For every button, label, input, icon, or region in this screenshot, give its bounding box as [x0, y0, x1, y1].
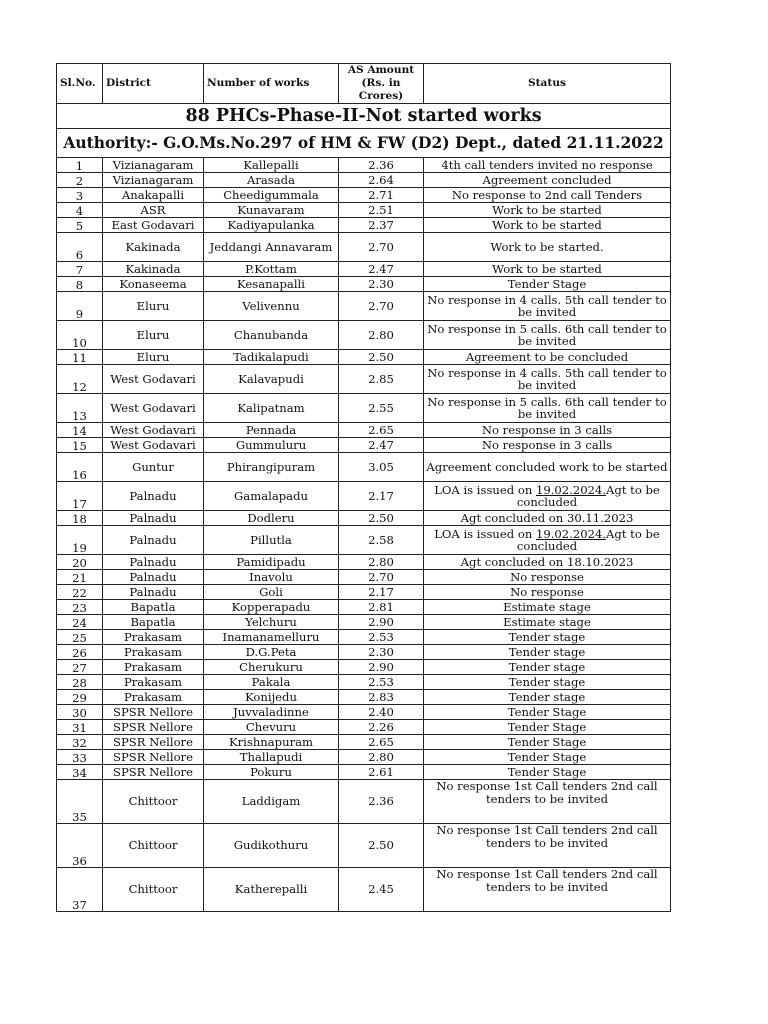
table-row — [57, 438, 671, 453]
cell-district: Prakasam — [103, 645, 204, 660]
cell-status: No response 1st Call tenders 2nd call tenders to be invited — [424, 824, 671, 868]
cell-sl-no: 17 — [57, 482, 103, 511]
cell-amount: 2.30 — [339, 277, 424, 292]
cell-work: Katherepalli — [204, 868, 339, 912]
cell-amount: 2.36 — [339, 158, 424, 173]
cell-amount: 2.50 — [339, 824, 424, 868]
cell-work: Kallepalli — [204, 158, 339, 173]
cell-sl-no: 26 — [57, 645, 103, 660]
table-row — [57, 660, 671, 675]
cell-sl-no: 31 — [57, 720, 103, 735]
cell-sl-no: 33 — [57, 750, 103, 765]
cell-sl-no: 21 — [57, 570, 103, 585]
cell-sl-no: 3 — [57, 188, 103, 203]
cell-district: Prakasam — [103, 630, 204, 645]
cell-status: Tender stage — [424, 660, 671, 675]
cell-amount: 2.51 — [339, 203, 424, 218]
cell-district: ASR — [103, 203, 204, 218]
cell-sl-no: 18 — [57, 511, 103, 526]
cell-amount: 2.85 — [339, 365, 424, 394]
cell-sl-no: 9 — [57, 292, 103, 321]
cell-work: Dodleru — [204, 511, 339, 526]
cell-work: Yelchuru — [204, 615, 339, 630]
cell-work: Laddigam — [204, 780, 339, 824]
table-row — [57, 600, 671, 615]
cell-district: Bapatla — [103, 615, 204, 630]
cell-work: Kadiyapulanka — [204, 218, 339, 233]
header-row — [57, 64, 671, 104]
cell-work: Konijedu — [204, 690, 339, 705]
cell-work: Chevuru — [204, 720, 339, 735]
cell-status: Tender stage — [424, 630, 671, 645]
cell-district: Vizianagaram — [103, 158, 204, 173]
cell-work: Inavolu — [204, 570, 339, 585]
cell-amount: 2.50 — [339, 511, 424, 526]
cell-status: Tender Stage — [424, 750, 671, 765]
cell-status: Agt concluded on 18.10.2023 — [424, 555, 671, 570]
table-row — [57, 158, 671, 173]
cell-amount: 2.37 — [339, 218, 424, 233]
table-row — [57, 277, 671, 292]
cell-district: SPSR Nellore — [103, 705, 204, 720]
status-text: LOA is issued on — [434, 482, 536, 497]
cell-work: D.G.Peta — [204, 645, 339, 660]
cell-district: Palnadu — [103, 482, 204, 511]
table-row — [57, 780, 671, 824]
cell-sl-no: 11 — [57, 350, 103, 365]
cell-sl-no: 36 — [57, 824, 103, 868]
cell-sl-no: 34 — [57, 765, 103, 780]
cell-amount: 2.90 — [339, 615, 424, 630]
cell-sl-no: 10 — [57, 321, 103, 350]
table-row — [57, 321, 671, 350]
cell-amount: 2.53 — [339, 630, 424, 645]
cell-work: Gudikothuru — [204, 824, 339, 868]
cell-sl-no: 35 — [57, 780, 103, 824]
cell-amount: 2.81 — [339, 600, 424, 615]
cell-amount: 2.26 — [339, 720, 424, 735]
cell-work: Gamalapadu — [204, 482, 339, 511]
cell-work: Pakala — [204, 675, 339, 690]
cell-amount: 2.17 — [339, 482, 424, 511]
cell-amount: 2.70 — [339, 233, 424, 262]
table-row — [57, 453, 671, 482]
table-row — [57, 675, 671, 690]
table-row — [57, 585, 671, 600]
cell-amount: 2.80 — [339, 321, 424, 350]
table-row — [57, 203, 671, 218]
cell-amount: 2.64 — [339, 173, 424, 188]
cell-district: West Godavari — [103, 365, 204, 394]
cell-sl-no: 29 — [57, 690, 103, 705]
cell-amount: 2.47 — [339, 438, 424, 453]
cell-status: 4th call tenders invited no response — [424, 158, 671, 173]
cell-work: Thallapudi — [204, 750, 339, 765]
cell-district: Prakasam — [103, 675, 204, 690]
table-row — [57, 690, 671, 705]
cell-work: Pokuru — [204, 765, 339, 780]
cell-district: West Godavari — [103, 438, 204, 453]
cell-sl-no: 2 — [57, 173, 103, 188]
table-row — [57, 511, 671, 526]
cell-status: Estimate stage — [424, 615, 671, 630]
cell-status: Tender Stage — [424, 765, 671, 780]
cell-sl-no: 37 — [57, 868, 103, 912]
cell-amount: 2.36 — [339, 780, 424, 824]
table-row — [57, 615, 671, 630]
works-table — [56, 63, 671, 912]
cell-work: Kalipatnam — [204, 394, 339, 423]
table-body — [57, 158, 671, 912]
cell-amount: 2.47 — [339, 262, 424, 277]
cell-work: Gummuluru — [204, 438, 339, 453]
table-row — [57, 645, 671, 660]
cell-amount: 2.80 — [339, 555, 424, 570]
status-text-tail: Agt to be concluded — [516, 526, 660, 553]
header-number-of-works: Number of works — [204, 64, 339, 104]
cell-sl-no: 6 — [57, 233, 103, 262]
cell-district: Palnadu — [103, 570, 204, 585]
header-as-amount — [339, 64, 424, 104]
cell-status: Agt concluded on 30.11.2023 — [424, 511, 671, 526]
cell-sl-no: 20 — [57, 555, 103, 570]
cell-status: No response 1st Call tenders 2nd call tenders to be invited — [424, 780, 671, 824]
cell-work: Cherukuru — [204, 660, 339, 675]
cell-status: No response in 5 calls. 6th call tender to be invited — [424, 321, 671, 350]
cell-amount: 2.58 — [339, 526, 424, 555]
cell-district: SPSR Nellore — [103, 750, 204, 765]
table-row — [57, 570, 671, 585]
cell-status: Work to be started — [424, 203, 671, 218]
cell-status: No response in 4 calls. 5th call tender to be invited — [424, 365, 671, 394]
cell-status: Tender Stage — [424, 720, 671, 735]
table-row — [57, 365, 671, 394]
cell-sl-no: 7 — [57, 262, 103, 277]
cell-status — [424, 526, 671, 555]
cell-district: Vizianagaram — [103, 173, 204, 188]
cell-status: Tender Stage — [424, 705, 671, 720]
cell-work: P.Kottam — [204, 262, 339, 277]
status-text-tail: Agt to be concluded — [516, 482, 660, 509]
table-row — [57, 218, 671, 233]
header-as-amount-line2: (Rs. in Crores) — [358, 77, 404, 102]
cell-work: Pillutla — [204, 526, 339, 555]
table-row — [57, 262, 671, 277]
cell-work: Goli — [204, 585, 339, 600]
cell-district: Bapatla — [103, 600, 204, 615]
cell-district: Prakasam — [103, 690, 204, 705]
cell-amount: 3.05 — [339, 453, 424, 482]
cell-work: Velivennu — [204, 292, 339, 321]
cell-amount: 2.90 — [339, 660, 424, 675]
cell-work: Kunavaram — [204, 203, 339, 218]
cell-district: Palnadu — [103, 555, 204, 570]
table-row — [57, 868, 671, 912]
cell-work: Juvvaladinne — [204, 705, 339, 720]
cell-amount: 2.61 — [339, 765, 424, 780]
table-row — [57, 423, 671, 438]
table-row — [57, 188, 671, 203]
cell-sl-no: 16 — [57, 453, 103, 482]
status-date: 19.02.2024. — [535, 526, 607, 541]
table-row — [57, 526, 671, 555]
table-row — [57, 735, 671, 750]
cell-district: SPSR Nellore — [103, 735, 204, 750]
cell-amount: 2.65 — [339, 735, 424, 750]
status-date: 19.02.2024. — [535, 482, 607, 497]
cell-work: Pamidipadu — [204, 555, 339, 570]
cell-work: Chanubanda — [204, 321, 339, 350]
cell-sl-no: 25 — [57, 630, 103, 645]
cell-status: No response in 4 calls. 5th call tender to be invited — [424, 292, 671, 321]
cell-status — [424, 482, 671, 511]
cell-sl-no: 5 — [57, 218, 103, 233]
cell-district: Kakinada — [103, 262, 204, 277]
cell-sl-no: 14 — [57, 423, 103, 438]
cell-district: SPSR Nellore — [103, 765, 204, 780]
cell-amount: 2.65 — [339, 423, 424, 438]
cell-status: Agreement to be concluded — [424, 350, 671, 365]
cell-amount: 2.30 — [339, 645, 424, 660]
cell-sl-no: 22 — [57, 585, 103, 600]
header-as-amount-line1: AS Amount — [347, 64, 415, 76]
cell-district: Palnadu — [103, 511, 204, 526]
cell-amount: 2.53 — [339, 675, 424, 690]
cell-status: Tender Stage — [424, 277, 671, 292]
cell-district: West Godavari — [103, 394, 204, 423]
cell-work: Arasada — [204, 173, 339, 188]
cell-district: East Godavari — [103, 218, 204, 233]
cell-work: Phirangipuram — [204, 453, 339, 482]
cell-work: Kalavapudi — [204, 365, 339, 394]
table-row — [57, 720, 671, 735]
cell-status: Agreement concluded work to be started — [424, 453, 671, 482]
cell-sl-no: 24 — [57, 615, 103, 630]
cell-status: Work to be started. — [424, 233, 671, 262]
cell-sl-no: 8 — [57, 277, 103, 292]
cell-district: Palnadu — [103, 585, 204, 600]
cell-status: Work to be started — [424, 262, 671, 277]
table-row — [57, 555, 671, 570]
cell-district: Chittoor — [103, 780, 204, 824]
cell-work: Jeddangi Annavaram — [204, 233, 339, 262]
table-row — [57, 233, 671, 262]
table-row — [57, 705, 671, 720]
cell-status: No response — [424, 585, 671, 600]
cell-amount: 2.80 — [339, 750, 424, 765]
cell-status: No response in 3 calls — [424, 423, 671, 438]
cell-amount: 2.71 — [339, 188, 424, 203]
cell-district: SPSR Nellore — [103, 720, 204, 735]
cell-work: Cheedigummala — [204, 188, 339, 203]
cell-sl-no: 30 — [57, 705, 103, 720]
cell-sl-no: 13 — [57, 394, 103, 423]
cell-sl-no: 19 — [57, 526, 103, 555]
cell-district: Prakasam — [103, 660, 204, 675]
cell-district: Eluru — [103, 292, 204, 321]
table-row — [57, 824, 671, 868]
cell-status: No response 1st Call tenders 2nd call tenders to be invited — [424, 868, 671, 912]
cell-amount: 2.40 — [339, 705, 424, 720]
cell-sl-no: 1 — [57, 158, 103, 173]
cell-district: Eluru — [103, 321, 204, 350]
cell-sl-no: 28 — [57, 675, 103, 690]
cell-sl-no: 15 — [57, 438, 103, 453]
cell-district: Guntur — [103, 453, 204, 482]
cell-status: Tender stage — [424, 675, 671, 690]
cell-district: Chittoor — [103, 824, 204, 868]
cell-amount: 2.50 — [339, 350, 424, 365]
cell-district: Palnadu — [103, 526, 204, 555]
cell-amount: 2.70 — [339, 570, 424, 585]
authority-line: Authority:- G.O.Ms.No.297 of HM & FW (D2) Dept., dated 21.11.2022 — [57, 129, 671, 158]
header-sl-no: Sl.No. — [57, 64, 103, 104]
cell-sl-no: 32 — [57, 735, 103, 750]
cell-work: Kopperapadu — [204, 600, 339, 615]
status-text: LOA is issued on — [434, 526, 536, 541]
table-row — [57, 292, 671, 321]
cell-status: No response — [424, 570, 671, 585]
cell-status: Estimate stage — [424, 600, 671, 615]
cell-district: Anakapalli — [103, 188, 204, 203]
cell-work: Pennada — [204, 423, 339, 438]
table-row — [57, 630, 671, 645]
header-district: District — [103, 64, 204, 104]
cell-sl-no: 4 — [57, 203, 103, 218]
table-row — [57, 765, 671, 780]
cell-sl-no: 12 — [57, 365, 103, 394]
cell-status: Tender stage — [424, 690, 671, 705]
table-row — [57, 394, 671, 423]
cell-work: Inamanamelluru — [204, 630, 339, 645]
title-row — [57, 104, 671, 129]
cell-district: Konaseema — [103, 277, 204, 292]
document — [56, 63, 670, 912]
cell-status: Tender Stage — [424, 735, 671, 750]
table-row — [57, 750, 671, 765]
authority-row — [57, 129, 671, 158]
cell-work: Tadikalapudi — [204, 350, 339, 365]
cell-district: West Godavari — [103, 423, 204, 438]
header-status: Status — [424, 64, 671, 104]
cell-amount: 2.45 — [339, 868, 424, 912]
table-row — [57, 173, 671, 188]
cell-status: Work to be started — [424, 218, 671, 233]
cell-district: Kakinada — [103, 233, 204, 262]
cell-amount: 2.55 — [339, 394, 424, 423]
cell-amount: 2.70 — [339, 292, 424, 321]
cell-sl-no: 27 — [57, 660, 103, 675]
cell-amount: 2.17 — [339, 585, 424, 600]
cell-district: Eluru — [103, 350, 204, 365]
cell-status: Tender stage — [424, 645, 671, 660]
cell-district: Chittoor — [103, 868, 204, 912]
cell-work: Krishnapuram — [204, 735, 339, 750]
document-title: 88 PHCs-Phase-II-Not started works — [57, 104, 671, 129]
cell-status: Agreement concluded — [424, 173, 671, 188]
table-row — [57, 482, 671, 511]
cell-amount: 2.83 — [339, 690, 424, 705]
cell-work: Kesanapalli — [204, 277, 339, 292]
cell-status: No response in 5 calls. 6th call tender to be invited — [424, 394, 671, 423]
cell-status: No response to 2nd call Tenders — [424, 188, 671, 203]
cell-status: No response in 3 calls — [424, 438, 671, 453]
table-row — [57, 350, 671, 365]
cell-sl-no: 23 — [57, 600, 103, 615]
